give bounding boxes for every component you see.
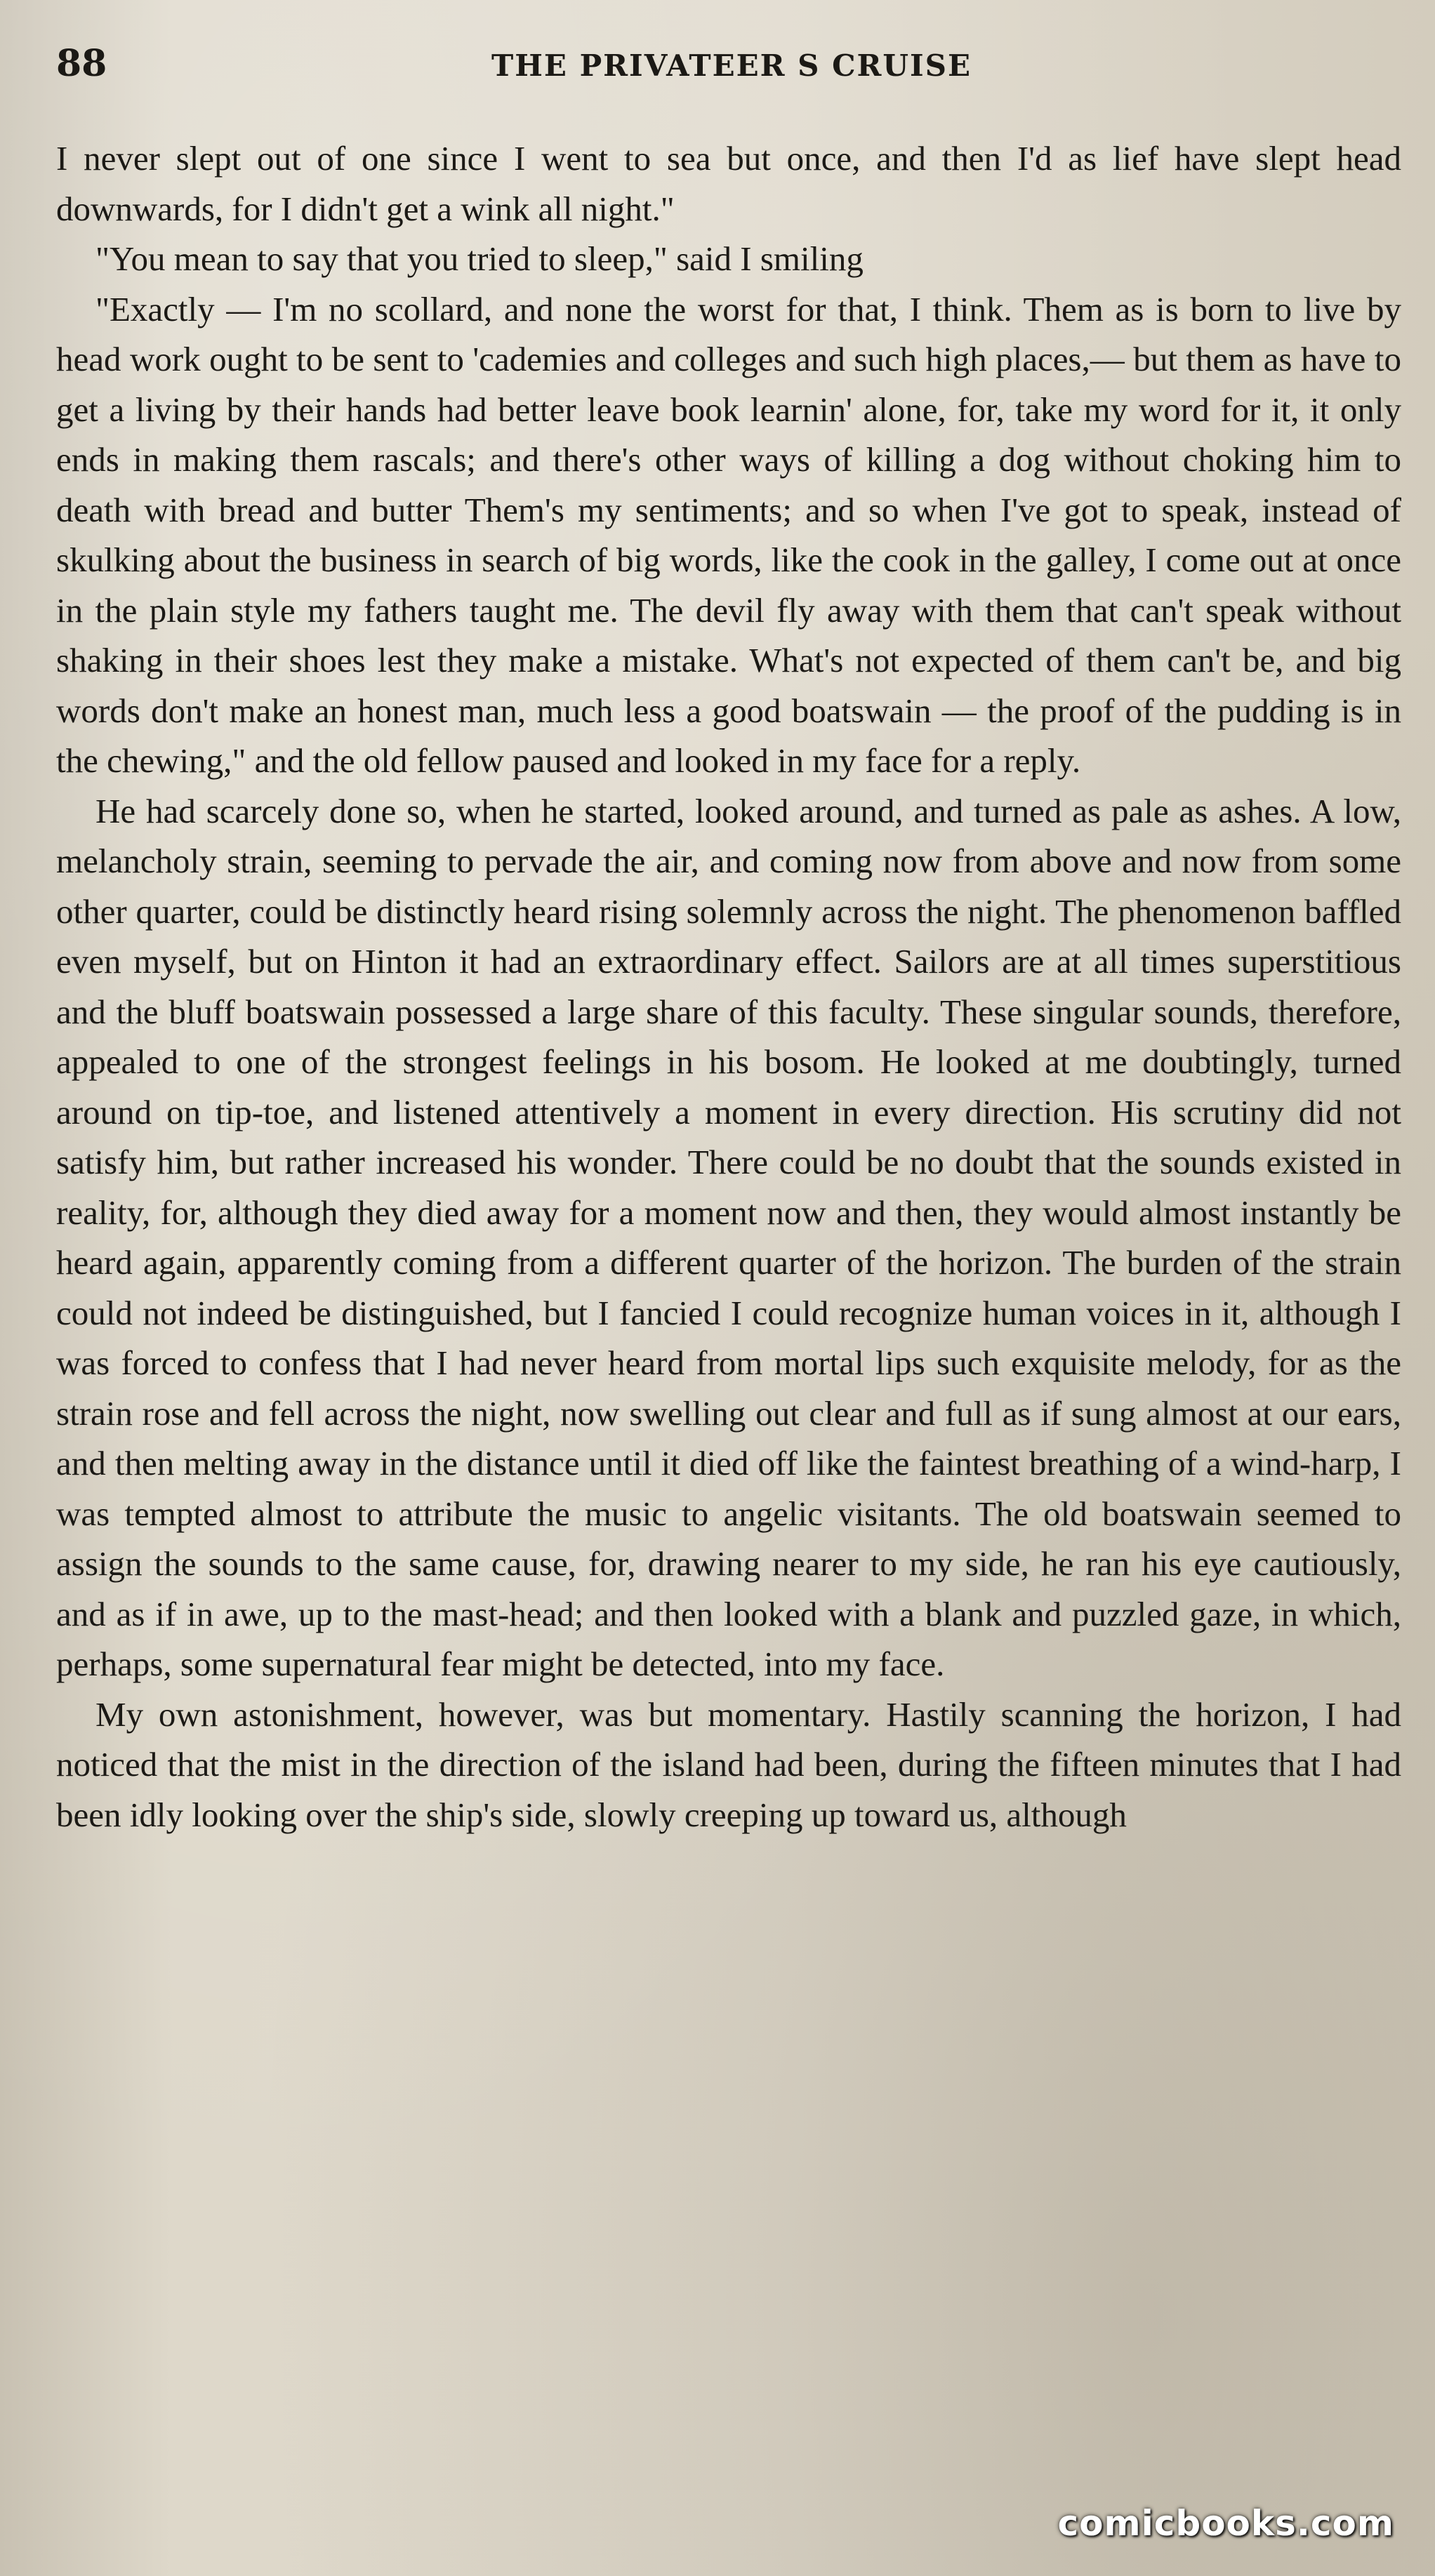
body-text xyxy=(56,133,1401,1840)
watermark: comicbooks.com xyxy=(1057,2503,1394,2544)
running-title: THE PRIVATEER S CRUISE xyxy=(491,48,972,83)
page-number: 88 xyxy=(56,42,107,85)
paragraph: My own astonishment, however, was but momentary. Hastily scanning the horizon, I had noticed that the mist in the direction of the island had been, during the fifteen minutes that I had been idly looking over the ship's side, slowly creeping up toward us, although xyxy=(56,1694,1401,1834)
paragraph: "You mean to say that you tried to sleep," said I smiling xyxy=(95,239,864,278)
paragraph: He had scarcely done so, when he started, looked around, and turned as pale as ashes. A low, melancholy strain, seeming to pervade the air, and coming now from above and now from some other quarter, could be distinctly heard rising solemnly across the night. The phenomenon baffled even myself, but on Hinton it had an extraordinary effect. Sailors are at all times superstitious and the bluff boatswain possessed a large share of this faculty. These singular sounds, therefore, appealed to one of the strongest feelings in his bosom. He looked at me doubtingly, turned around on tip-toe, and listened attentively a moment in every direction. His scrutiny did not satisfy him, but rather increased his wonder. There could be no doubt that the sounds existed in reality, for, although they died away for a moment now and then, they would almost instantly be heard again, apparently coming from a different quarter of the horizon. The burden of the strain could not indeed be distinguished, but I fancied I could recognize human voices in it, although I was forced to confess that I had never heard from mortal lips such exquisite melody, for as the strain rose and fell across the night, now swelling out clear and full as if sung almost at our ears, and then melting away in the distance until it died off like the faintest breathing of a wind-harp, I was tempted almost to attribute the music to angelic visitants. The old boatswain seemed to assign the sounds to the same cause, for, drawing nearer to my side, he ran his eye cautiously, and as if in awe, up to the mast-head; and then looked with a blank and puzzled gaze, in which, perhaps, some supernatural fear might be detected, into my face. xyxy=(56,791,1401,1683)
paragraph: "Exactly — I'm no scollard, and none the worst for that, I think. Them as is born to live by head work ought to be sent to 'cademies and colleges and such high places,— but them as have to get a living by their hands had better leave book learnin' alone, for, take my word for it, it only ends in making them rascals; and there's other ways of killing a dog without choking him to death with bread and butter Them's my sentiments; and so when I've got to speak, instead of skulking about the business in search of big words, like the cook in the galley, I come out at once in the plain style my fathers taught me. The devil fly away with them that can't speak without shaking in their shoes lest they make a mistake. What's not expected of them can't be, and big words don't make an honest man, much less a good boatswain — the proof of the pudding is in the chewing," and the old fellow paused and looked in my face for a reply. xyxy=(56,289,1401,780)
paragraph-continued: I never slept out of one since I went to sea but once, and then I'd as lief have slept head downwards, for I didn't get a wink all night." xyxy=(56,139,1401,228)
running-head xyxy=(56,42,1401,105)
